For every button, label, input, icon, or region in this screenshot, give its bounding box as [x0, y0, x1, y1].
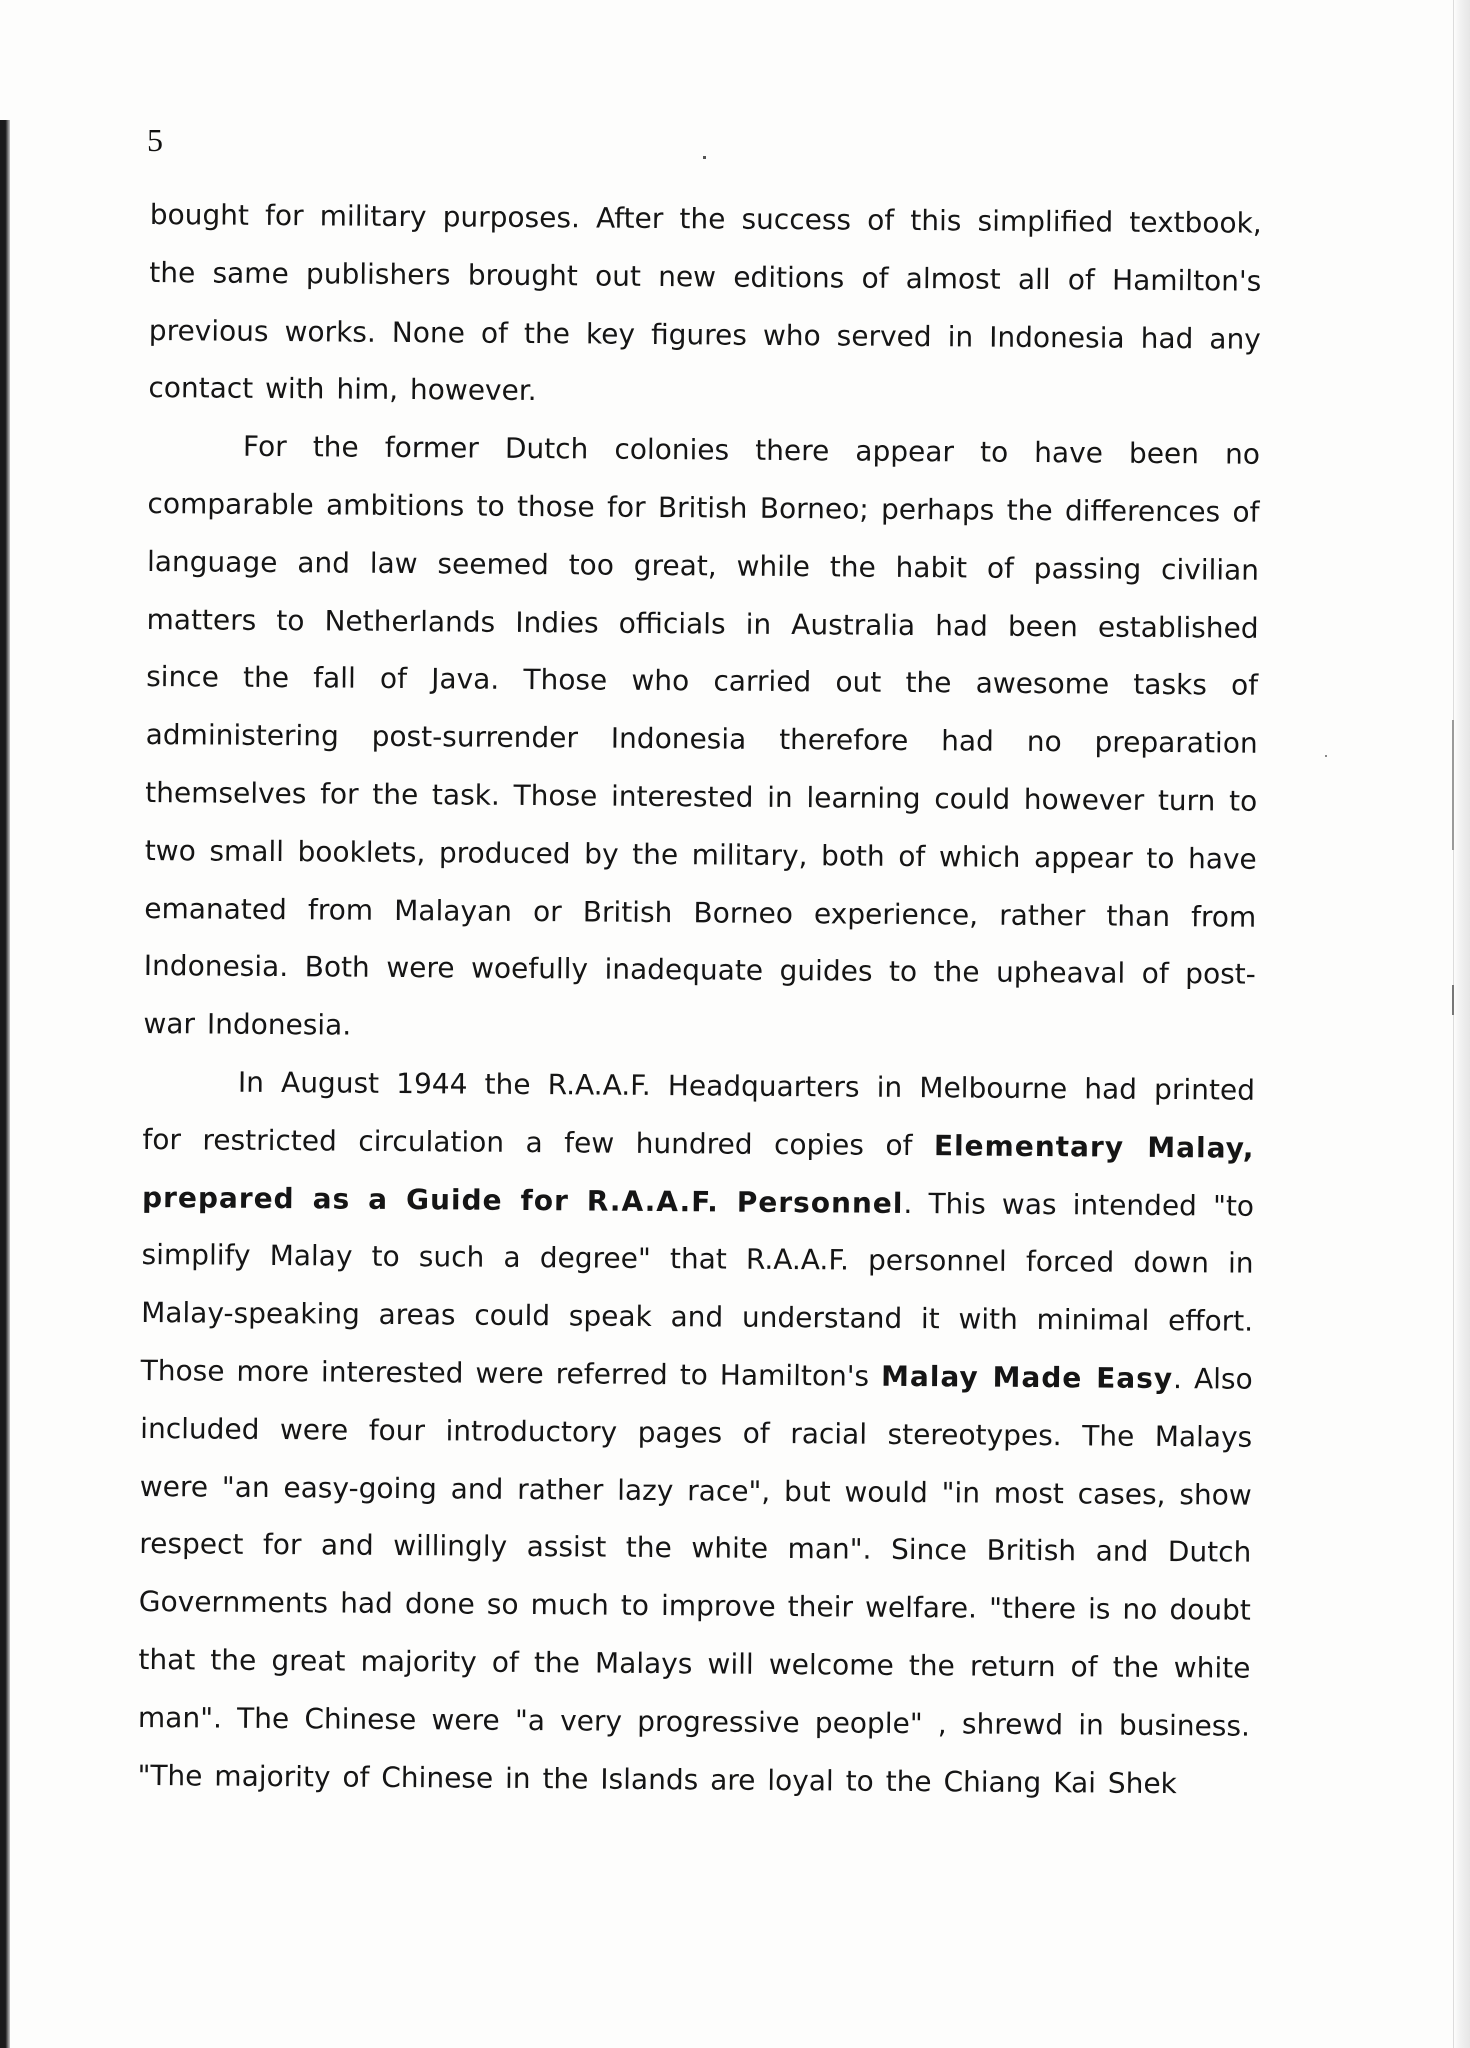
paragraph-3-text-a: In August 1944 the R.A.A.F. Headquarters in Melbourne had printed for restricted circulation a few hundred copies of	[142, 1065, 1256, 1162]
paragraph-1-text: bought for military purposes. After the success of this simplified textbook, the same publishers brought out new editions of almost all of Hamilton's previous works. None of the key figures who served in Indonesia had any contact with him, however.	[148, 197, 1262, 408]
paragraph-2-text: For the former Dutch colonies there appear to have been no comparable ambitions to those for British Borneo; perhaps the differences of language and law seemed too great, while the habit of passing civilian matters to Netherlands Indies officials in Australia had been established since the fall of Java. Those who carried out the awesome tasks of administering post-surrender Indonesia therefore had no preparation themselves for the task. Those interested in learning could however turn to two small booklets, produced by the military, both of which appear to have emanated from Malayan or British Borneo experience, rather than from Indonesia. Both were woefully inadequate guides to the upheaval of post-war Indonesia.	[143, 429, 1261, 1042]
scan-speck	[703, 156, 706, 159]
paragraph-3-text-c: . Also included were four introductory pages of racial stereotypes. The Malays were "an easy-going and rather lazy race", but would "in most cases, show respect for and willingly assist the white man". Since British and Dutch Governments had done so much to improve their welfare. "there is no doubt that the great majority of the Malays will welcome the return of the white man". The Chinese were "a very progressive people" , shrewd in business. "The majority of Chinese in the Islands are loyal to the Chiang Kai Shek	[137, 1362, 1253, 1800]
body-text	[137, 186, 1262, 1813]
page-number: 5	[147, 122, 163, 158]
paragraph-3-text-b: . This was intended "to simplify Malay to such a degree" that R.A.A.F. personnel forced down in Malay-speaking areas could speak and understand it with minimal effort. Those more interested were referred to Hamilton's	[140, 1186, 1255, 1393]
paragraph-1	[148, 186, 1262, 426]
booklet-title-elementary-malay: Elementary Malay, prepared as a Guide for R.A.A.F. Personnel	[141, 1128, 1255, 1220]
paragraph-3	[137, 1053, 1255, 1813]
book-title-malay-made-easy: Malay Made Easy	[880, 1359, 1174, 1396]
paragraph-2	[143, 417, 1260, 1061]
scan-left-edge-shadow	[0, 120, 10, 2048]
scan-speck	[1452, 720, 1454, 850]
scan-speck	[1452, 985, 1454, 1015]
scan-speck	[1325, 755, 1327, 757]
scan-right-edge-shadow	[1453, 0, 1470, 2048]
